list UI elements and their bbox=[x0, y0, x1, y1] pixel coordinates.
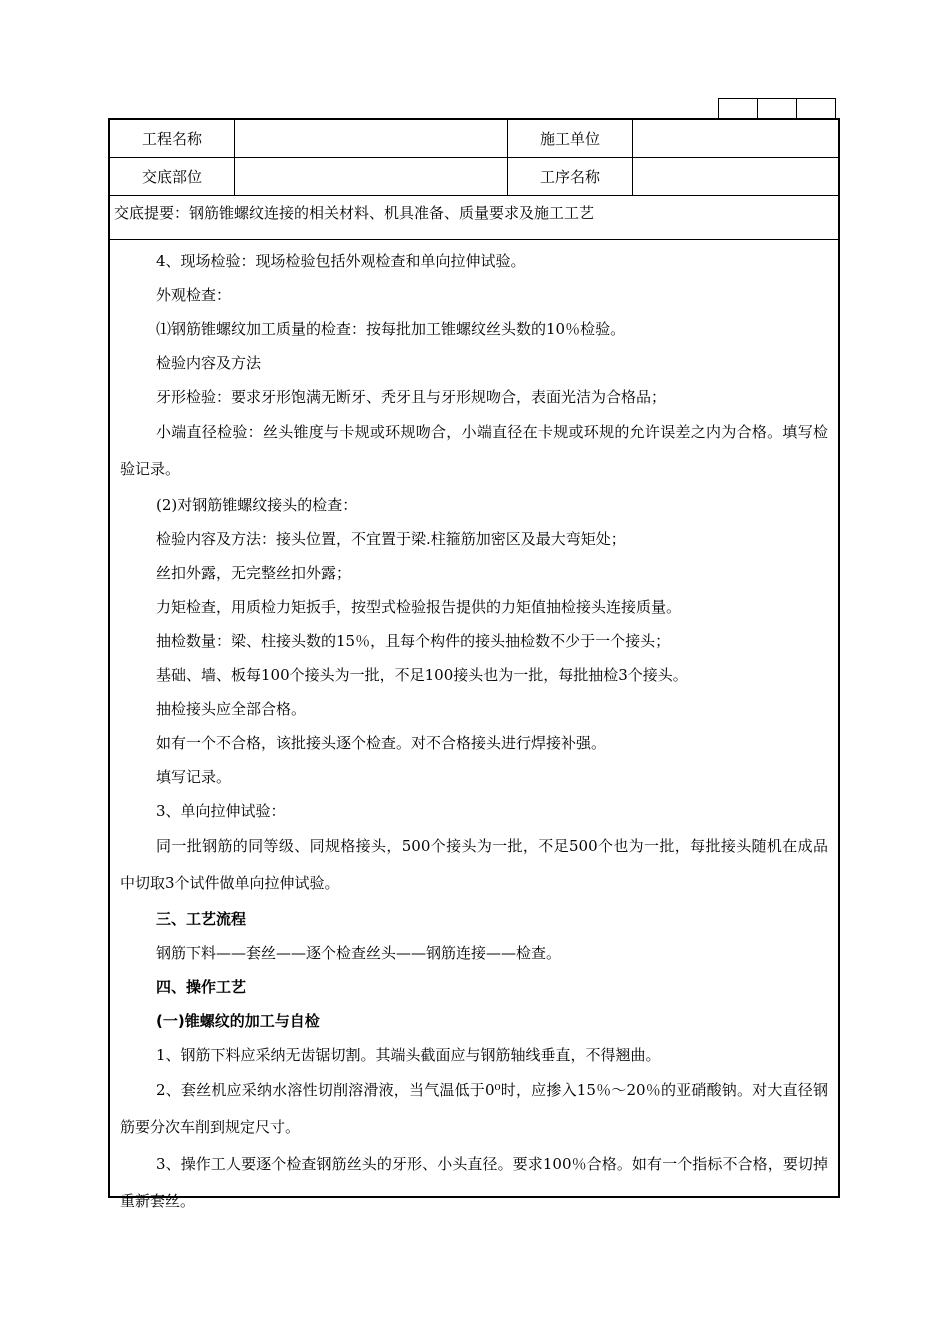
paragraph: 同一批钢筋的同等级、同规格接头，500个接头为一批，不足500个也为一批，每批接头随机在成品中切取3个试件做单向拉伸试验。 bbox=[120, 837, 828, 892]
paragraph: 3、单向拉伸试验： bbox=[156, 802, 286, 820]
paragraph: 检验内容及方法：接头位置，不宜置于梁.柱箍筋加密区及最大弯矩处； bbox=[156, 530, 626, 548]
corner-box bbox=[719, 99, 757, 119]
paragraph: 2、套丝机应采纳水溶性切削溶滑液，当气温低于0⁰时，应掺入15％～20％的亚硝酸钠。对大直径钢筋要分次车削到规定尺寸。 bbox=[120, 1081, 828, 1136]
header-row-1 bbox=[110, 120, 838, 158]
paragraph: 4、现场检验：现场检验包括外观检查和单向拉伸试验。 bbox=[156, 252, 526, 270]
corner-box bbox=[757, 99, 796, 119]
paragraph: 小端直径检验：丝头锥度与卡规或环规吻合，小端直径在卡规或环规的允许误差之内为合格。填写检验记录。 bbox=[120, 423, 828, 478]
header-row-2 bbox=[110, 158, 838, 196]
construction-unit-label: 施工单位 bbox=[507, 120, 632, 157]
paragraph: 如有一个不合格，该批接头逐个检查。对不合格接头进行焊接补强。 bbox=[156, 734, 607, 752]
paragraph: 检验内容及方法 bbox=[156, 354, 262, 372]
corner-box bbox=[796, 99, 835, 119]
disclosure-part-field[interactable] bbox=[234, 158, 507, 195]
project-name-field[interactable] bbox=[234, 120, 507, 157]
paragraph: 填写记录。 bbox=[156, 768, 232, 786]
paragraph: 抽检接头应全部合格。 bbox=[156, 700, 307, 718]
paragraph: 丝扣外露，无完整丝扣外露； bbox=[156, 564, 352, 582]
paragraph: 1、钢筋下料应采纳无齿锯切割。其端头截面应与钢筋轴线垂直，不得翘曲。 bbox=[156, 1046, 661, 1064]
subsection-heading: (一)锥螺纹的加工与自检 bbox=[156, 1012, 320, 1030]
construction-unit-field[interactable] bbox=[632, 120, 838, 157]
disclosure-part-label: 交底部位 bbox=[141, 168, 202, 186]
disclosure-summary: 交底提要：钢筋锥螺纹连接的相关材料、机具准备、质量要求及施工工艺 bbox=[110, 196, 838, 240]
content-body bbox=[110, 240, 838, 1220]
paragraph: 抽检数量：梁、柱接头数的15％，且每个构件的接头抽检数不少于一个接头； bbox=[156, 632, 671, 650]
paragraph: ⑴钢筋锥螺纹加工质量的检查：按每批加工锥螺纹丝头数的10％检验。 bbox=[156, 320, 626, 338]
project-name-label: 工程名称 bbox=[141, 130, 202, 148]
process-name-label: 工序名称 bbox=[507, 158, 632, 195]
paragraph: 力矩检查，用质检力矩扳手，按型式检验报告提供的力矩值抽检接头连接质量。 bbox=[156, 598, 682, 616]
corner-boxes bbox=[718, 98, 836, 119]
section-heading: 四、操作工艺 bbox=[156, 978, 247, 996]
paragraph: 钢筋下料——套丝——逐个检查丝头——钢筋连接——检查。 bbox=[156, 944, 562, 962]
section-heading: 三、工艺流程 bbox=[156, 910, 247, 928]
paragraph: 牙形检验：要求牙形饱满无断牙、秃牙且与牙形规吻合，表面光洁为合格品； bbox=[156, 388, 667, 406]
paragraph: 外观检查： bbox=[156, 286, 232, 304]
paragraph: (2)对钢筋锥螺纹接头的检查： bbox=[156, 496, 358, 514]
process-name-field[interactable] bbox=[632, 158, 838, 195]
paragraph: 3、操作工人要逐个检查钢筋丝头的牙形、小头直径。要求100％合格。如有一个指标不合格，要切掉重新套丝。 bbox=[120, 1155, 828, 1210]
paragraph: 基础、墙、板每100个接头为一批，不足100接头也为一批，每批抽检3个接头。 bbox=[156, 666, 688, 684]
disclosure-form bbox=[108, 118, 840, 1210]
